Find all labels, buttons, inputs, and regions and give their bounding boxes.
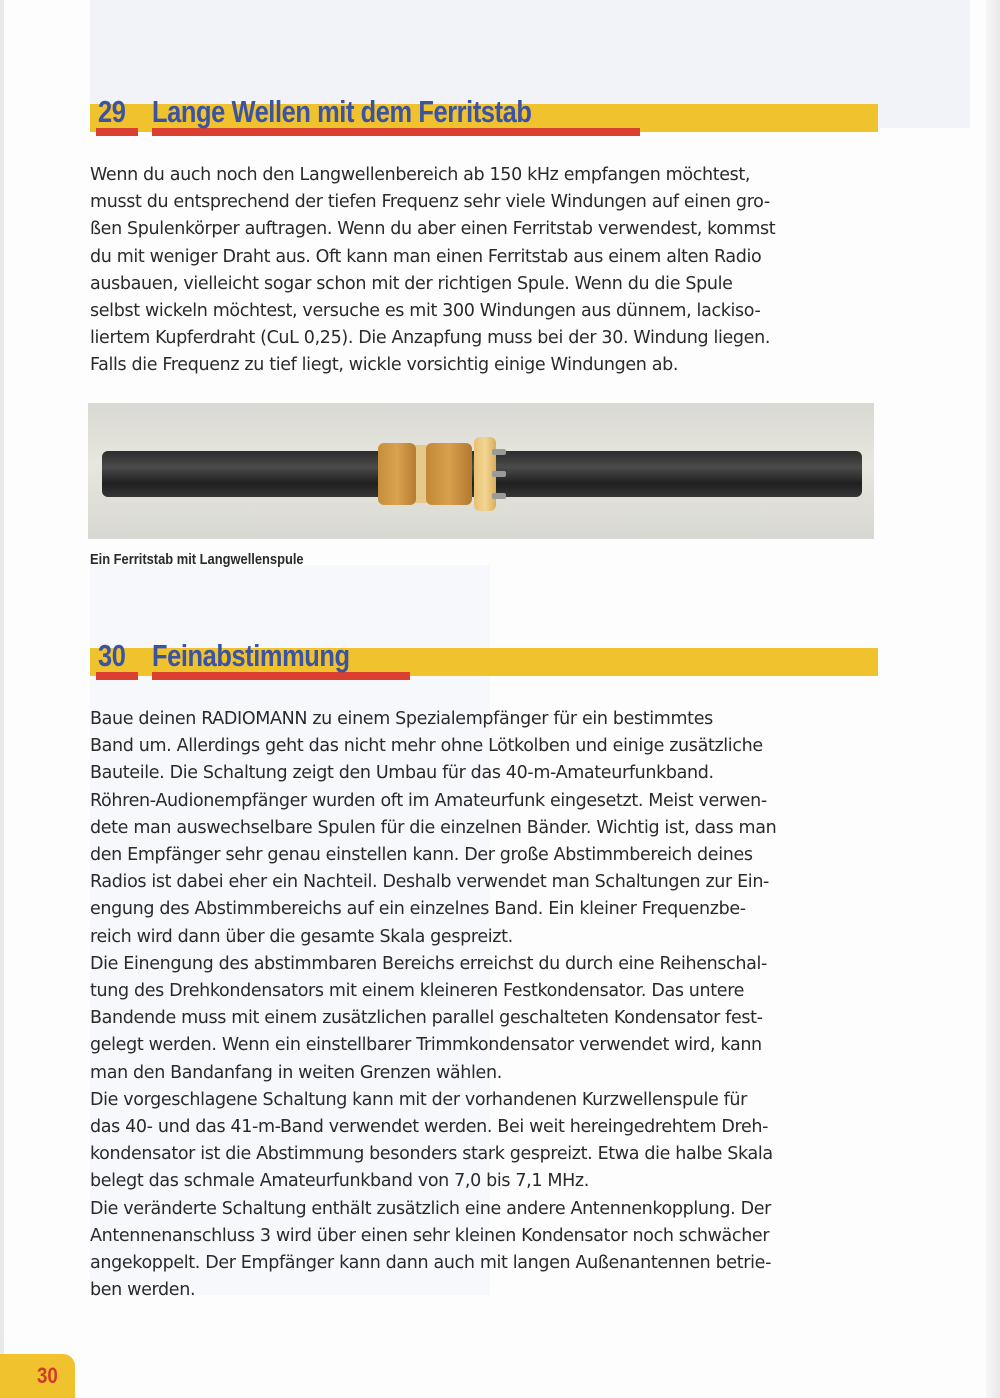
- text-line: engung des Abstimmbereichs auf ein einzelnes Band. Ein kleiner Frequenzbe-: [90, 899, 746, 920]
- text-line: Bandende muss mit einem zusätzlichen parallel geschalteten Kondensator fest-: [90, 1008, 763, 1029]
- ferrite-rod-photo: [88, 403, 874, 539]
- text-line: Radios ist dabei eher ein Nachteil. Deshalb verwendet man Schaltungen zur Ein-: [90, 872, 770, 893]
- text-line: angekoppelt. Der Empfänger kann dann auch mit langen Außenantennen betrie-: [90, 1253, 772, 1274]
- text-line: Die veränderte Schaltung enthält zusätzlich eine andere Antennenkopplung. Der: [90, 1198, 771, 1219]
- page-binding-edge: [986, 0, 1000, 1398]
- text-line: Röhren-Audionempfänger wurden oft im Amateurfunk eingesetzt. Meist verwen-: [90, 790, 767, 811]
- text-line: Baue deinen RADIOMANN zu einem Spezialempfänger für ein bestimmtes: [90, 709, 713, 729]
- solder-pin: [492, 493, 506, 499]
- text-line: dete man auswechselbare Spulen für die einzelnen Bänder. Wichtig ist, dass man: [90, 817, 777, 838]
- text-line: das 40- und das 41-m-Band verwendet werden. Bei weit hereingedrehtem Dreh-: [90, 1117, 769, 1138]
- text-line: Bauteile. Die Schaltung zeigt den Umbau für das 40-m-Amateurfunkband.: [90, 763, 714, 784]
- text-line: reich wird dann über die gesamte Skala gespreizt.: [90, 926, 513, 947]
- text-line: ben werden.: [90, 1280, 196, 1301]
- text-line: Die vorgeschlagene Schaltung kann mit der vorhandenen Kurzwellenspule für: [90, 1089, 747, 1110]
- page-left-edge: [0, 0, 4, 1398]
- text-line: ßen Spulenkörper auftragen. Wenn du aber einen Ferritstab verwendest, kommst: [90, 219, 776, 240]
- solder-pin: [492, 449, 506, 455]
- text-line: Wenn du auch noch den Langwellenbereich ab 150 kHz empfangen möchtest,: [90, 165, 751, 185]
- text-line: kondensator ist die Abstimmung besonders stark gespreizt. Etwa die halbe Skala: [90, 1144, 773, 1165]
- section-number: 29: [98, 94, 126, 129]
- text-line: liertem Kupferdraht (CuL 0,25). Die Anzapfung muss bei der 30. Windung liegen.: [90, 328, 771, 349]
- text-line: belegt das schmale Amateurfunkband von 7,0 bis 7,1 MHz.: [90, 1171, 589, 1192]
- text-line: den Empfänger sehr genau einstellen kann. Der große Abstimmbereich deines: [90, 845, 753, 866]
- text-line: ausbauen, vielleicht sogar schon mit der richtigen Spule. Wenn du die Spule: [90, 273, 733, 294]
- section-heading-29: [90, 94, 880, 140]
- figure-caption: Ein Ferritstab mit Langwellenspule: [90, 551, 304, 568]
- text-line: man den Bandanfang in weiten Grenzen wählen.: [90, 1062, 502, 1083]
- coil-winding: [378, 443, 416, 505]
- text-line: Band um. Allerdings geht das nicht mehr ohne Lötkolben und einige zusätzliche: [90, 736, 763, 757]
- section-title: Feinabstimmung: [152, 638, 350, 673]
- section-29-body: [90, 162, 880, 380]
- text-line: Die Einengung des abstimmbaren Bereichs erreichst du durch eine Reihenschal-: [90, 953, 768, 974]
- text-line: Falls die Frequenz zu tief liegt, wickle vorsichtig einige Windungen ab.: [90, 355, 679, 376]
- solder-pin: [492, 471, 506, 477]
- text-line: tung des Drehkondensators mit einem kleineren Festkondensator. Das untere: [90, 981, 745, 1002]
- coil-winding: [426, 443, 472, 505]
- text-line: du mit weniger Draht aus. Oft kann man einen Ferritstab aus einem alten Radio: [90, 246, 762, 267]
- section-title: Lange Wellen mit dem Ferritstab: [152, 94, 532, 129]
- text-line: selbst wickeln möchtest, versuche es mit 300 Windungen aus dünnem, lackiso-: [90, 301, 761, 322]
- text-line: musst du entsprechend der tiefen Frequenz sehr viele Windungen auf einen gro-: [90, 192, 770, 213]
- text-line: Antennenanschluss 3 wird über einen sehr kleinen Kondensator noch schwächer: [90, 1225, 770, 1246]
- section-30-body: [90, 706, 880, 1304]
- text-line: gelegt werden. Wenn ein einstellbarer Trimmkondensator verwendet wird, kann: [90, 1035, 762, 1056]
- section-number: 30: [98, 638, 126, 673]
- section-heading-30: [90, 638, 880, 684]
- page-number: 30: [37, 1363, 58, 1388]
